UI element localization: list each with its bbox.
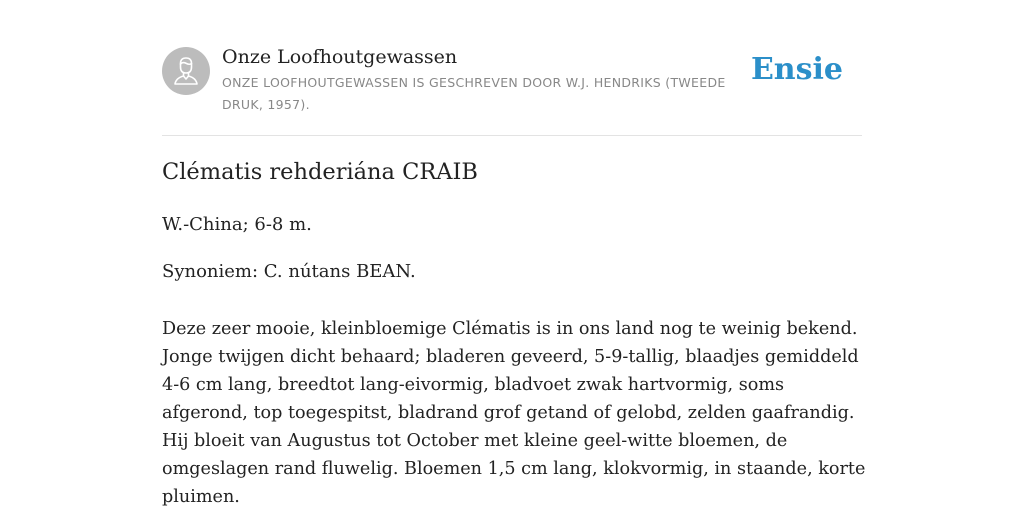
user-icon [162, 47, 210, 95]
entry-synonym: Synoniem: C. nútans BEAN. [162, 261, 416, 282]
ensie-logo[interactable]: Ensie [750, 52, 843, 87]
avatar[interactable] [162, 47, 210, 95]
entry-body: Deze zeer mooie, kleinbloemige Clématis is in ons land nog te weinig bekend. Jonge twijgen dicht behaard; bladeren geveerd, 5-9-tallig, blaadjes gemiddeld 4-6 cm lang, breedtot lang-eivormig, bladvoet zwak hartvormig, soms afgerond, top toegespitst, bladrand grof getand of gelobd, zelden gaafrandig. Hij bloeit van Augustus tot October met kleine geel-witte bloemen, de omgeslagen rand fluwelig. Bloemen 1,5 cm lang, klokvormig, in staande, korte pluimen. [162, 319, 866, 507]
source-description: ONZE LOOFHOUTGEWASSEN IS GESCHREVEN DOOR W.J. HENDRIKS (TWEEDE DRUK, 1957). [222, 75, 726, 112]
page [162, 0, 866, 507]
source-header [162, 0, 862, 136]
source-title[interactable]: Onze Loofhoutgewassen [222, 46, 458, 68]
entry-title: Clématis rehderiána CRAIB [162, 159, 478, 185]
entry-origin: W.-China; 6-8 m. [162, 214, 312, 235]
